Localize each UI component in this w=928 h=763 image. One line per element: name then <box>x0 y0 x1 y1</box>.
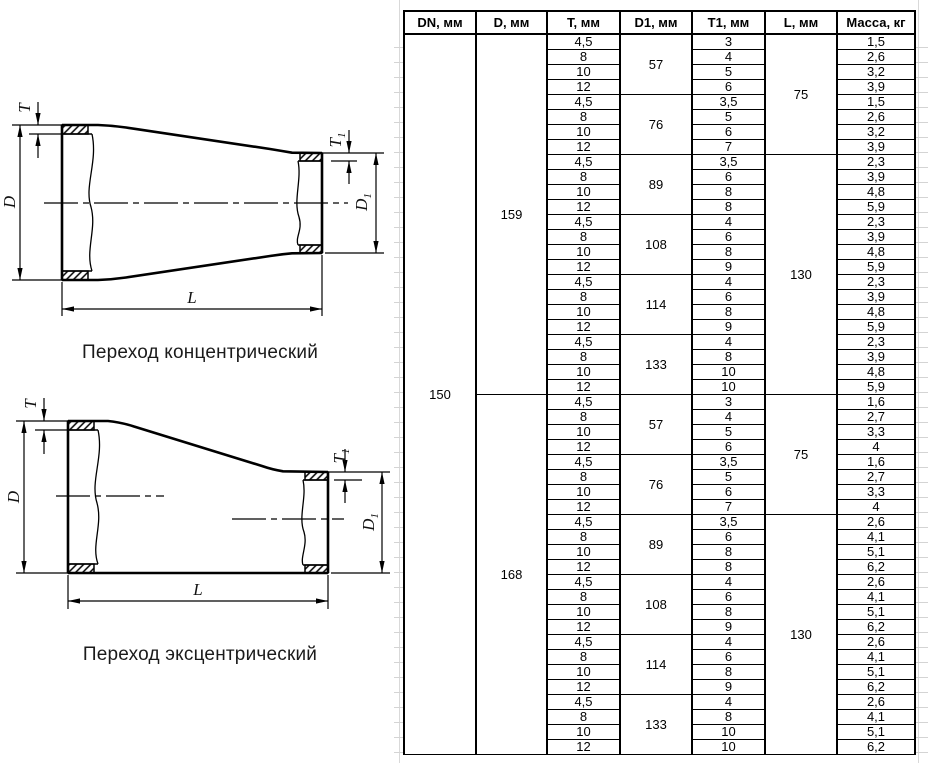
cell-t1[interactable]: 7 <box>692 500 765 515</box>
cell-t1[interactable]: 7 <box>692 140 765 155</box>
cell-l[interactable]: 130 <box>765 515 837 755</box>
cell-mass[interactable]: 3,9 <box>837 230 915 245</box>
cell-l[interactable]: 75 <box>765 34 837 155</box>
cell-t[interactable]: 8 <box>547 290 620 305</box>
cell-t1[interactable]: 10 <box>692 725 765 740</box>
cell-t1[interactable]: 6 <box>692 125 765 140</box>
cell-mass[interactable]: 4,8 <box>837 245 915 260</box>
cell-d1[interactable]: 108 <box>620 575 692 635</box>
cell-d1[interactable]: 89 <box>620 155 692 215</box>
cell-t1[interactable]: 6 <box>692 650 765 665</box>
cell-t[interactable]: 10 <box>547 245 620 260</box>
cell-t1[interactable]: 10 <box>692 365 765 380</box>
cell-t1[interactable]: 6 <box>692 80 765 95</box>
cell-t1[interactable]: 8 <box>692 560 765 575</box>
cell-mass[interactable]: 5,1 <box>837 605 915 620</box>
cell-mass[interactable]: 4 <box>837 500 915 515</box>
table-header-row <box>404 11 915 34</box>
cell-t[interactable]: 12 <box>547 500 620 515</box>
cell-d1[interactable]: 114 <box>620 275 692 335</box>
cell-t1[interactable]: 9 <box>692 680 765 695</box>
inner-wall-lines <box>68 430 328 565</box>
cell-t1[interactable]: 8 <box>692 605 765 620</box>
cell-t1[interactable]: 3 <box>692 34 765 50</box>
cell-t[interactable]: 10 <box>547 365 620 380</box>
cell-t1[interactable]: 5 <box>692 425 765 440</box>
cell-t[interactable]: 4,5 <box>547 95 620 110</box>
cell-t[interactable]: 8 <box>547 230 620 245</box>
cell-t1[interactable]: 6 <box>692 440 765 455</box>
cell-mass[interactable]: 4,8 <box>837 365 915 380</box>
cell-t1[interactable]: 3 <box>692 395 765 410</box>
cell-mass[interactable]: 6,2 <box>837 740 915 755</box>
cell-d1[interactable]: 76 <box>620 455 692 515</box>
cell-mass[interactable]: 5,9 <box>837 320 915 335</box>
cell-d1[interactable]: 114 <box>620 635 692 695</box>
cell-l[interactable]: 75 <box>765 395 837 515</box>
cell-t1[interactable]: 4 <box>692 275 765 290</box>
cell-mass[interactable]: 3,3 <box>837 425 915 440</box>
cell-mass[interactable]: 1,5 <box>837 34 915 50</box>
cell-t1[interactable]: 8 <box>692 185 765 200</box>
dim-label-d1: $D_1$ <box>358 513 381 531</box>
cell-mass[interactable]: 1,5 <box>837 95 915 110</box>
cell-t1[interactable]: 4 <box>692 635 765 650</box>
cell-t1[interactable]: 6 <box>692 230 765 245</box>
dim-label-d1: $D_1$ <box>351 193 374 211</box>
cell-mass[interactable]: 4 <box>837 440 915 455</box>
cell-mass[interactable]: 3,2 <box>837 65 915 80</box>
cell-t[interactable]: 4,5 <box>547 275 620 290</box>
cell-d1[interactable]: 57 <box>620 395 692 455</box>
cell-t1[interactable]: 8 <box>692 245 765 260</box>
cell-t[interactable]: 12 <box>547 320 620 335</box>
eccentric-caption: Переход эксцентрический <box>82 644 318 665</box>
break-lines <box>95 430 305 565</box>
cell-mass[interactable]: 3,3 <box>837 485 915 500</box>
cell-t[interactable]: 8 <box>547 710 620 725</box>
cell-mass[interactable]: 6,2 <box>837 680 915 695</box>
cell-t[interactable]: 12 <box>547 260 620 275</box>
cell-t[interactable]: 10 <box>547 185 620 200</box>
cell-t1[interactable]: 8 <box>692 665 765 680</box>
cell-t1[interactable]: 4 <box>692 215 765 230</box>
cell-mass[interactable]: 5,1 <box>837 665 915 680</box>
header-d[interactable]: D, мм <box>476 11 547 34</box>
cell-t1[interactable]: 3,5 <box>692 515 765 530</box>
cell-t1[interactable]: 9 <box>692 320 765 335</box>
concentric-reducer-drawing <box>0 90 400 370</box>
cell-t1[interactable]: 10 <box>692 380 765 395</box>
header-d1[interactable]: D1, мм <box>620 11 692 34</box>
cell-mass[interactable]: 2,6 <box>837 695 915 710</box>
cell-t1[interactable]: 6 <box>692 290 765 305</box>
cell-t1[interactable]: 5 <box>692 65 765 80</box>
cell-mass[interactable]: 2,6 <box>837 110 915 125</box>
cell-t[interactable]: 8 <box>547 650 620 665</box>
cell-t1[interactable]: 4 <box>692 575 765 590</box>
cell-t[interactable]: 8 <box>547 530 620 545</box>
cell-t1[interactable]: 8 <box>692 710 765 725</box>
cell-l[interactable]: 130 <box>765 155 837 395</box>
cell-mass[interactable]: 2,3 <box>837 275 915 290</box>
reducer-outline <box>68 421 328 573</box>
header-mass[interactable]: Масса, кг <box>837 11 915 34</box>
cell-mass[interactable]: 2,3 <box>837 335 915 350</box>
cell-mass[interactable]: 5,1 <box>837 545 915 560</box>
cell-mass[interactable]: 2,6 <box>837 50 915 65</box>
cell-t1[interactable]: 8 <box>692 350 765 365</box>
cell-t[interactable]: 4,5 <box>547 455 620 470</box>
cell-mass[interactable]: 5,9 <box>837 260 915 275</box>
cell-t1[interactable]: 4 <box>692 410 765 425</box>
dim-label-d: D <box>3 490 23 504</box>
cell-t[interactable]: 12 <box>547 560 620 575</box>
cell-t1[interactable]: 4 <box>692 695 765 710</box>
cell-d[interactable]: 159 <box>476 34 547 395</box>
cell-t[interactable]: 4,5 <box>547 34 620 50</box>
cell-t[interactable]: 8 <box>547 470 620 485</box>
cell-mass[interactable]: 2,7 <box>837 410 915 425</box>
cell-mass[interactable]: 4,8 <box>837 185 915 200</box>
cell-t1[interactable]: 6 <box>692 485 765 500</box>
table-body <box>404 34 915 755</box>
cell-t1[interactable]: 8 <box>692 305 765 320</box>
cell-t[interactable]: 4,5 <box>547 695 620 710</box>
gridline-stubs-right <box>915 33 928 754</box>
cell-t[interactable]: 4,5 <box>547 575 620 590</box>
cell-mass[interactable]: 2,3 <box>837 155 915 170</box>
cell-mass[interactable]: 1,6 <box>837 395 915 410</box>
cell-t1[interactable]: 3,5 <box>692 155 765 170</box>
cell-t[interactable]: 12 <box>547 80 620 95</box>
cell-t[interactable]: 10 <box>547 485 620 500</box>
dim-label-l: L <box>193 580 203 599</box>
wall-hatch <box>68 421 328 573</box>
dim-label-t1: $T_1$ <box>329 448 352 464</box>
cell-d1[interactable]: 76 <box>620 95 692 155</box>
eccentric-reducer-drawing <box>0 385 400 665</box>
cell-mass[interactable]: 4,8 <box>837 305 915 320</box>
cell-t[interactable]: 10 <box>547 65 620 80</box>
cell-t[interactable]: 10 <box>547 545 620 560</box>
cell-t[interactable]: 12 <box>547 740 620 755</box>
header-l[interactable]: L, мм <box>765 11 837 34</box>
cell-t[interactable]: 12 <box>547 620 620 635</box>
cell-t[interactable]: 8 <box>547 590 620 605</box>
cell-t[interactable]: 10 <box>547 605 620 620</box>
cell-t[interactable]: 8 <box>547 350 620 365</box>
cell-t[interactable]: 8 <box>547 410 620 425</box>
cell-d1[interactable]: 108 <box>620 215 692 275</box>
cell-t[interactable]: 12 <box>547 200 620 215</box>
cell-mass[interactable]: 1,6 <box>837 455 915 470</box>
cell-t1[interactable]: 10 <box>692 740 765 755</box>
dim-label-t: T <box>14 103 34 113</box>
cell-t[interactable]: 10 <box>547 425 620 440</box>
cell-t1[interactable]: 8 <box>692 545 765 560</box>
cell-t[interactable]: 8 <box>547 170 620 185</box>
dimensions-table <box>403 10 916 755</box>
cell-mass[interactable]: 4,1 <box>837 590 915 605</box>
cell-t[interactable]: 8 <box>547 110 620 125</box>
cell-mass[interactable]: 6,2 <box>837 560 915 575</box>
cell-t[interactable]: 4,5 <box>547 335 620 350</box>
cell-mass[interactable]: 5,9 <box>837 200 915 215</box>
cell-mass[interactable]: 2,6 <box>837 635 915 650</box>
cell-t1[interactable]: 8 <box>692 200 765 215</box>
cell-t1[interactable]: 6 <box>692 530 765 545</box>
cell-t[interactable]: 4,5 <box>547 635 620 650</box>
cell-t1[interactable]: 3,5 <box>692 95 765 110</box>
cell-mass[interactable]: 5,1 <box>837 725 915 740</box>
cell-t[interactable]: 4,5 <box>547 215 620 230</box>
cell-mass[interactable]: 5,9 <box>837 380 915 395</box>
cell-t[interactable]: 10 <box>547 725 620 740</box>
cell-t1[interactable]: 9 <box>692 620 765 635</box>
header-dn[interactable]: DN, мм <box>404 11 476 34</box>
cell-t1[interactable]: 6 <box>692 170 765 185</box>
cell-mass[interactable]: 4,1 <box>837 710 915 725</box>
cell-t[interactable]: 8 <box>547 50 620 65</box>
dim-label-l: L <box>187 288 197 307</box>
cell-t[interactable]: 10 <box>547 665 620 680</box>
dim-label-d: D <box>0 195 19 209</box>
cell-t[interactable]: 12 <box>547 680 620 695</box>
cell-d1[interactable]: 89 <box>620 515 692 575</box>
cell-t1[interactable]: 5 <box>692 110 765 125</box>
cell-t1[interactable]: 4 <box>692 50 765 65</box>
cell-mass[interactable]: 3,9 <box>837 350 915 365</box>
cell-t[interactable]: 10 <box>547 125 620 140</box>
cell-t1[interactable]: 6 <box>692 590 765 605</box>
cell-t1[interactable]: 3,5 <box>692 455 765 470</box>
cell-t1[interactable]: 4 <box>692 335 765 350</box>
cell-mass[interactable]: 3,2 <box>837 125 915 140</box>
cell-mass[interactable]: 4,1 <box>837 530 915 545</box>
cell-t[interactable]: 12 <box>547 380 620 395</box>
cell-mass[interactable]: 4,1 <box>837 650 915 665</box>
cell-t1[interactable]: 9 <box>692 260 765 275</box>
cell-mass[interactable]: 3,9 <box>837 80 915 95</box>
header-t[interactable]: T, мм <box>547 11 620 34</box>
table-row <box>404 34 915 50</box>
dim-label-t: T <box>20 399 40 409</box>
header-t1[interactable]: T1, мм <box>692 11 765 34</box>
cell-mass[interactable]: 2,3 <box>837 215 915 230</box>
cell-mass[interactable]: 3,9 <box>837 290 915 305</box>
cell-mass[interactable]: 3,9 <box>837 170 915 185</box>
cell-t[interactable]: 4,5 <box>547 395 620 410</box>
cell-t[interactable]: 12 <box>547 440 620 455</box>
cell-t[interactable]: 10 <box>547 305 620 320</box>
cell-mass[interactable]: 2,6 <box>837 575 915 590</box>
cell-d1[interactable]: 133 <box>620 695 692 755</box>
cell-d1[interactable]: 57 <box>620 34 692 95</box>
cell-d1[interactable]: 133 <box>620 335 692 395</box>
cell-dn[interactable]: 150 <box>404 34 476 755</box>
cell-t1[interactable]: 5 <box>692 470 765 485</box>
cell-t[interactable]: 4,5 <box>547 155 620 170</box>
cell-mass[interactable]: 6,2 <box>837 620 915 635</box>
cell-t[interactable]: 4,5 <box>547 515 620 530</box>
cell-d[interactable]: 168 <box>476 395 547 755</box>
cell-mass[interactable]: 2,7 <box>837 470 915 485</box>
cell-mass[interactable]: 2,6 <box>837 515 915 530</box>
concentric-caption: Переход концентрический <box>81 342 319 363</box>
cell-t[interactable]: 12 <box>547 140 620 155</box>
cell-mass[interactable]: 3,9 <box>837 140 915 155</box>
dim-label-t1: $T_1$ <box>325 132 348 148</box>
table-row <box>404 395 915 410</box>
